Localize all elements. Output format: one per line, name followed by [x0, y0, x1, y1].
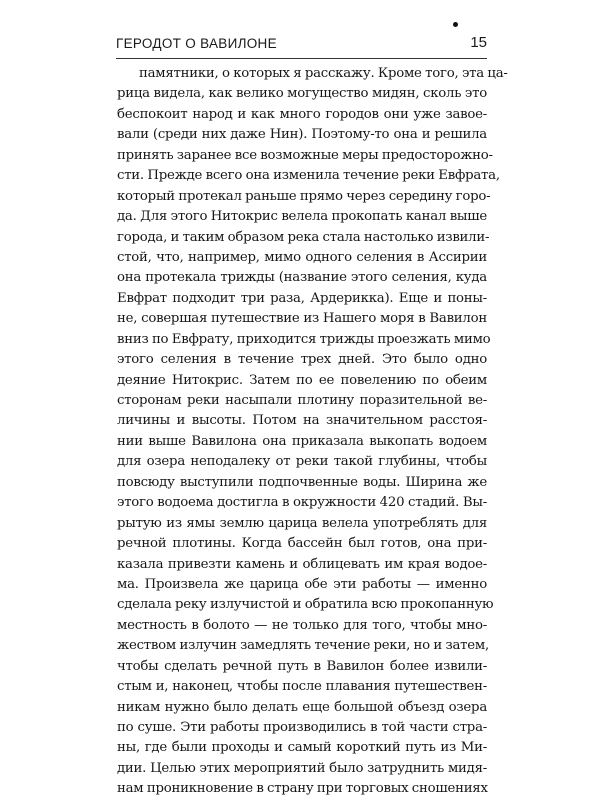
text-line: принять заранее все возможные меры предосторожно- — [117, 147, 493, 163]
text-line: нии выше Вавилона она приказала выкопать водоем — [117, 433, 487, 449]
page-header — [116, 34, 487, 56]
text-line: деяние Нитокрис. Затем по ее повелению по обеим — [117, 372, 487, 388]
text-line: она протекала трижды (название этого селения, куда — [117, 270, 487, 286]
text-line: ма. Произвела же царица обе эти работы — именно — [117, 576, 487, 592]
text-line: беспокоит народ и как много городов они уже завое- — [117, 106, 487, 122]
text-line: сторонам реки насыпали плотину поразительной ве- — [117, 393, 487, 408]
text-line: не, совершая путешествие из Нашего моря в Вавилон — [117, 311, 487, 327]
text-line: Евфрат подходит три раза, Ардерикка). Еще и поны- — [117, 290, 487, 306]
text-line: стым и, наконец, чтобы после плавания путешествен- — [117, 679, 487, 695]
text-line: сделала реку излучистой и обратила всю прокопанную — [117, 597, 494, 613]
text-line: рица видела, как велико могущество мидян, сколь это — [117, 86, 487, 102]
header-rule — [116, 58, 487, 59]
text-line: никам нужно было делать еще большой объезд озера — [117, 699, 487, 715]
text-line: стой, что, например, мимо одного селения в Ассирии — [117, 249, 487, 265]
text-line: местность в болото — не только для того, чтобы мно- — [117, 617, 487, 633]
page-number: 15 — [470, 34, 487, 51]
text-line: чтобы сделать речной путь в Вавилон более извили- — [117, 658, 487, 674]
body-text — [117, 64, 508, 800]
text-line: этого селения в течение трех дней. Это было одно — [117, 352, 487, 368]
text-line: речной плотины. Когда бассейн был готов, она при- — [117, 536, 487, 552]
text-line: казала привезти камень и облицевать им края водое- — [117, 556, 487, 572]
running-title: ГЕРОДОТ О ВАВИЛОНЕ — [116, 36, 277, 51]
text-line: вали (среди них даже Нин). Поэтому-то она и решила — [117, 127, 487, 143]
text-line: рытую из ямы землю царица велела употреблять для — [117, 515, 487, 531]
text-line: сти. Прежде всего она изменила течение реки Евфрата, — [117, 168, 500, 184]
text-line: да. Для этого Нитокрис велела прокопать канал выше — [117, 209, 487, 225]
text-line: ны, где были проходы и самый короткий путь из Ми- — [117, 740, 487, 756]
text-line: города, и таким образом река стала настолько извили- — [117, 229, 490, 245]
print-mark-dot — [453, 22, 458, 27]
text-line: памятники, о которых я расскажу. Кроме того, эта ца- — [139, 66, 508, 81]
text-line: повсюду выступили подпочвенные воды. Ширина же — [117, 474, 487, 490]
text-line: этого водоема достигла в окружности 420 стадий. Вы- — [117, 495, 487, 511]
text-line: который протекал раньше прямо через середину горо- — [117, 188, 491, 204]
text-line: по суше. Эти работы производились в той части стра- — [117, 720, 487, 735]
text-line: для озера неподалеку от реки такой глубины, чтобы — [117, 454, 487, 470]
text-line: личины и высоты. Потом на значительном расстоя- — [117, 413, 487, 429]
text-line: дии. Целью этих мероприятий было затруднить мидя- — [117, 760, 487, 776]
text-line: вниз по Евфрату, приходится трижды проезжать мимо — [117, 331, 491, 347]
text-line: нам проникновение в страну при торговых сношениях — [117, 781, 488, 797]
text-line: жеством излучин замедлять течение реки, но и затем, — [117, 638, 489, 654]
